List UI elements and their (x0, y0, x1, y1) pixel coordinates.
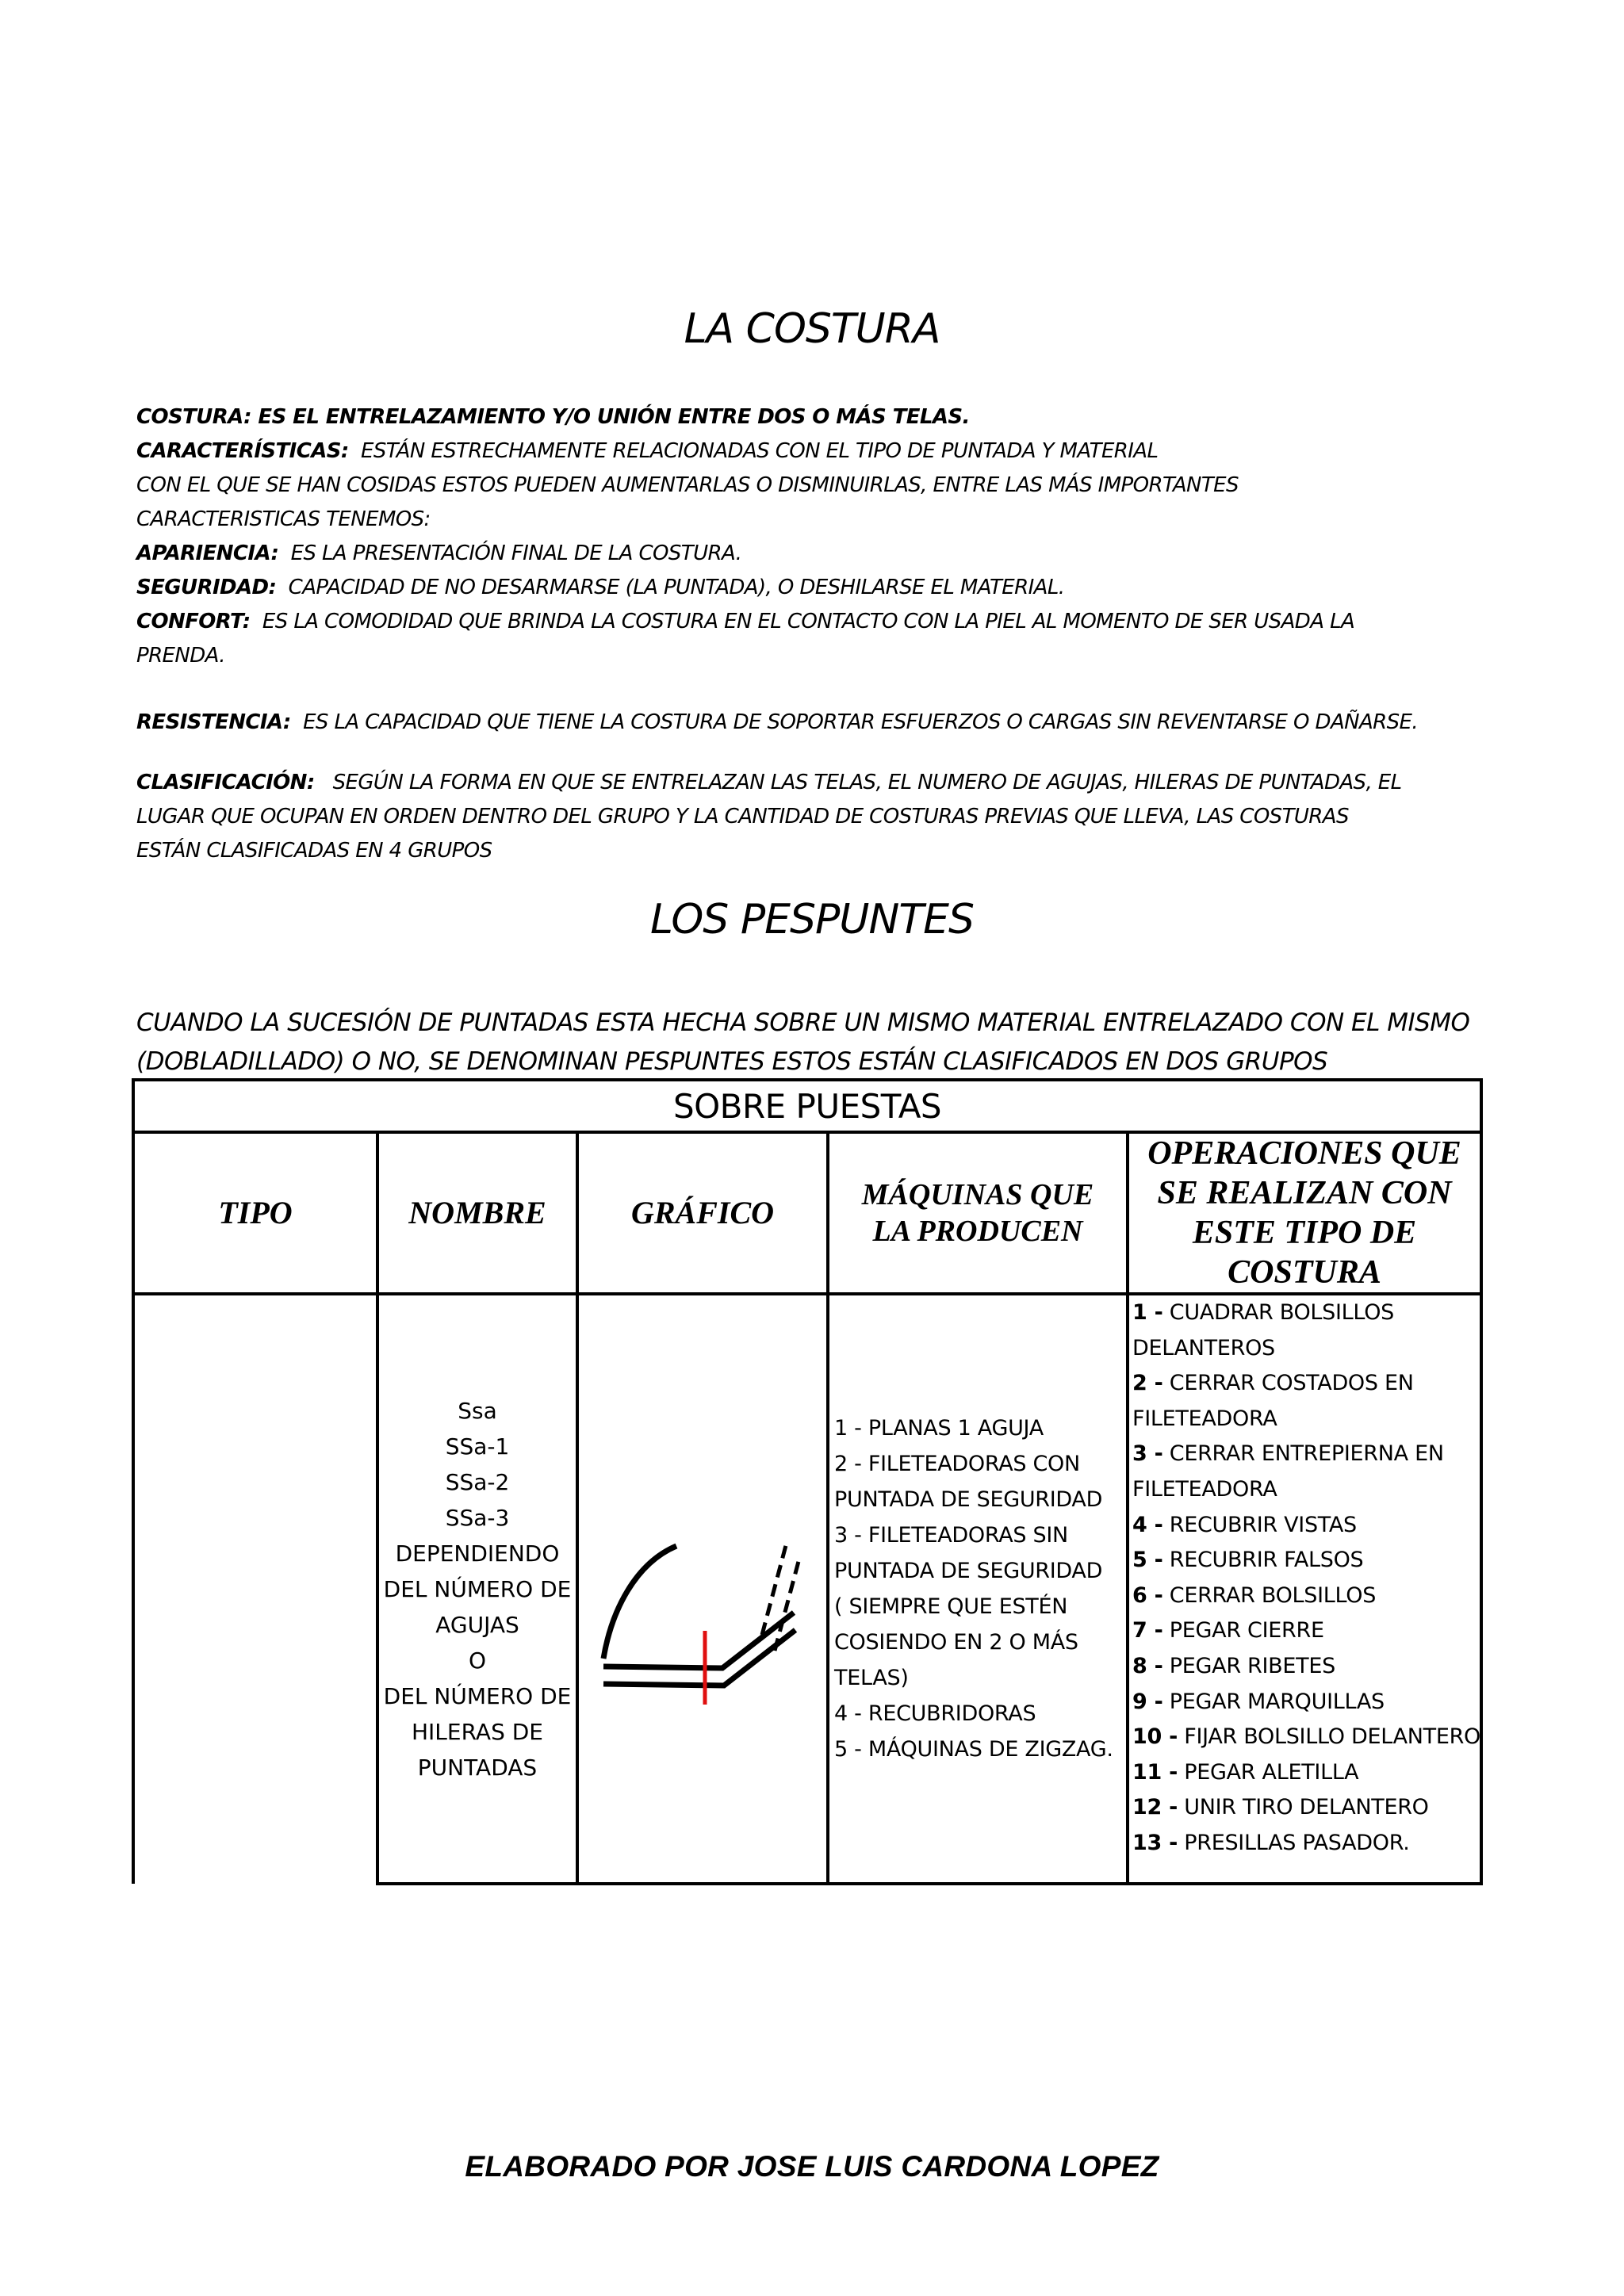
def-caracteristicas-label: CARACTERÍSTICAS: (136, 439, 349, 463)
section-title: LOS PESPUNTES (649, 896, 974, 943)
def-caracteristicas (136, 434, 1500, 469)
def-apariencia (136, 537, 1500, 571)
table-caption: SOBRE PUESTAS (133, 1080, 1481, 1132)
nombre-line: SSa-2 (445, 1468, 510, 1495)
operacion-line: 13 - PRESILLAS PASADOR. (1132, 1830, 1410, 1855)
seam-top-layer (603, 1630, 795, 1686)
def-clasificacion-line3: ESTÁN CLASIFICADAS EN 4 GRUPOS (136, 839, 492, 863)
def-clasificacion-label: CLASIFICACIÓN: (136, 771, 315, 794)
footer-author: ELABORADO POR JOSE LUIS CARDONA LOPEZ (465, 2150, 1159, 2183)
operacion-line: 9 - PEGAR MARQUILLAS (1132, 1689, 1385, 1714)
cell-operaciones (1128, 1294, 1481, 1884)
def-apariencia-label: APARIENCIA: (136, 541, 279, 565)
def-resistencia-label: RESISTENCIA: (136, 710, 291, 734)
def-confort-label: CONFORT: (136, 610, 251, 633)
operacion-line: FILETEADORA (1132, 1476, 1277, 1502)
nombre-line: DEL NÚMERO DE (383, 1575, 572, 1602)
operacion-line: 1 - CUADRAR BOLSILLOS (1132, 1300, 1394, 1325)
header-operaciones-line4: COSTURA (1228, 1254, 1381, 1291)
cell-nombre (377, 1294, 577, 1884)
header-operaciones-line2: SE REALIZAN CON (1157, 1175, 1452, 1211)
header-maquinas-line2: LA PRODUCEN (872, 1215, 1083, 1248)
def-confort-line2: PRENDA. (136, 644, 225, 668)
def-clasificacion-line2: LUGAR QUE OCUPAN EN ORDEN DENTRO DEL GRUPO Y LA CANTIDAD DE COSTURAS PREVIAS QUE LLEVA, LAS COSTURAS (136, 805, 1349, 828)
nombre-line: DEPENDIENDO (395, 1540, 560, 1567)
maquina-line: PUNTADA DE SEGURIDAD (834, 1487, 1103, 1512)
nombre-line: SSa-3 (445, 1504, 510, 1531)
operacion-line: 10 - FIJAR BOLSILLO DELANTERO (1132, 1724, 1481, 1750)
operacion-line: 4 - RECUBRIR VISTAS (1132, 1512, 1357, 1537)
operacion-line: DELANTEROS (1132, 1335, 1275, 1360)
seam-fold-curve (603, 1546, 676, 1659)
cell-tipo (133, 1294, 377, 1884)
operacion-line: 12 - UNIR TIRO DELANTERO (1132, 1795, 1429, 1820)
def-caracteristicas-text: ESTÁN ESTRECHAMENTE RELACIONADAS CON EL TIPO DE PUNTADA Y MATERIAL (361, 439, 1159, 463)
nombre-line: O (468, 1647, 487, 1674)
maquina-line: ( SIEMPRE QUE ESTÉN (834, 1594, 1068, 1619)
nombre-line: AGUJAS (435, 1611, 519, 1638)
maquina-line: 3 - FILETEADORAS SIN (834, 1523, 1068, 1548)
nombre-line: DEL NÚMERO DE (383, 1682, 572, 1709)
intro-line-2: (DOBLADILLADO) O NO, SE DENOMINAN PESPUNTES ESTOS ESTÁN CLASIFICADOS EN DOS GRUPOS (136, 1047, 1328, 1076)
maquina-line: COSIENDO EN 2 O MÁS (834, 1630, 1078, 1655)
header-operaciones-line1: OPERACIONES QUE (1147, 1135, 1461, 1172)
operacion-line: 6 - CERRAR BOLSILLOS (1132, 1582, 1377, 1608)
operacion-line: 11 - PEGAR ALETILLA (1132, 1759, 1359, 1785)
intro-line-1: CUANDO LA SUCESIÓN DE PUNTADAS ESTA HECHA SOBRE UN MISMO MATERIAL ENTRELAZADO CON EL MISMO (136, 1008, 1470, 1037)
header-tipo: TIPO (133, 1132, 377, 1294)
maquina-line: 1 - PLANAS 1 AGUJA (834, 1416, 1044, 1441)
def-confort-text: ES LA COMODIDAD QUE BRINDA LA COSTURA EN EL CONTACTO CON LA PIEL AL MOMENTO DE SER USADA LA (262, 610, 1355, 633)
nombre-line: SSa-1 (445, 1433, 510, 1460)
header-maquinas-line1: MÁQUINAS QUE (861, 1178, 1094, 1211)
operacion-line: 7 - PEGAR CIERRE (1132, 1618, 1324, 1644)
definitions-block (136, 400, 1500, 673)
maquina-line: 2 - FILETEADORAS CON (834, 1452, 1080, 1476)
header-grafico: GRÁFICO (577, 1132, 828, 1294)
page-title: LA COSTURA (684, 305, 940, 353)
nombre-line: PUNTADAS (417, 1754, 538, 1781)
def-costura-label: COSTURA: ES EL ENTRELAZAMIENTO Y/O UNIÓN ENTRE DOS O MÁS TELAS. (136, 405, 970, 429)
def-resistencia (136, 706, 1500, 740)
operacion-line: 2 - CERRAR COSTADOS EN (1132, 1371, 1414, 1396)
operacion-line: 8 - PEGAR RIBETES (1132, 1653, 1335, 1678)
cell-grafico (577, 1294, 828, 1884)
intro-paragraph (136, 1004, 1500, 1081)
seam-bottom-layer (603, 1613, 794, 1668)
maquina-line: 5 - MÁQUINAS DE ZIGZAG. (834, 1737, 1113, 1762)
nombre-line: Ssa (458, 1397, 497, 1424)
def-clasificacion (136, 766, 1500, 868)
maquina-line: 4 - RECUBRIDORAS (834, 1701, 1036, 1726)
cell-maquinas (828, 1294, 1128, 1884)
maquina-line: TELAS) (834, 1666, 909, 1690)
stitch-table (132, 1078, 1483, 1885)
operacion-line: FILETEADORA (1132, 1406, 1277, 1431)
def-seguridad (136, 571, 1500, 605)
def-costura (136, 400, 1500, 434)
def-seguridad-label: SEGURIDAD: (136, 576, 277, 599)
def-resistencia-text: ES LA CAPACIDAD QUE TIENE LA COSTURA DE SOPORTAR ESFUERZOS O CARGAS SIN REVENTARSE O DAÑARSE. (303, 710, 1419, 734)
header-nombre: NOMBRE (377, 1132, 577, 1294)
seam-diagram (588, 1532, 818, 1738)
def-clasificacion-text: SEGÚN LA FORMA EN QUE SE ENTRELAZAN LAS TELAS, EL NUMERO DE AGUJAS, HILERAS DE PUNTADAS, EL (332, 771, 1402, 794)
def-apariencia-text: ES LA PRESENTACIÓN FINAL DE LA COSTURA. (290, 541, 742, 565)
def-confort (136, 605, 1500, 639)
header-operaciones-line3: ESTE TIPO DE (1192, 1215, 1417, 1251)
operacion-line: 5 - RECUBRIR FALSOS (1132, 1548, 1364, 1573)
operacion-line: 3 - CERRAR ENTREPIERNA EN (1132, 1441, 1444, 1467)
maquina-line: PUNTADA DE SEGURIDAD (834, 1559, 1103, 1583)
def-caracteristicas-line2: CON EL QUE SE HAN COSIDAS ESTOS PUEDEN AUMENTARLAS O DISMINUIRLAS, ENTRE LAS MÁS IMPORTANTES (136, 473, 1239, 497)
header-operaciones (1128, 1132, 1481, 1294)
def-caracteristicas-line3: CARACTERISTICAS TENEMOS: (136, 507, 431, 531)
def-seguridad-text: CAPACIDAD DE NO DESARMARSE (LA PUNTADA), O DESHILARSE EL MATERIAL. (288, 576, 1065, 599)
header-maquinas (828, 1132, 1128, 1294)
nombre-line: HILERAS DE (411, 1718, 543, 1745)
